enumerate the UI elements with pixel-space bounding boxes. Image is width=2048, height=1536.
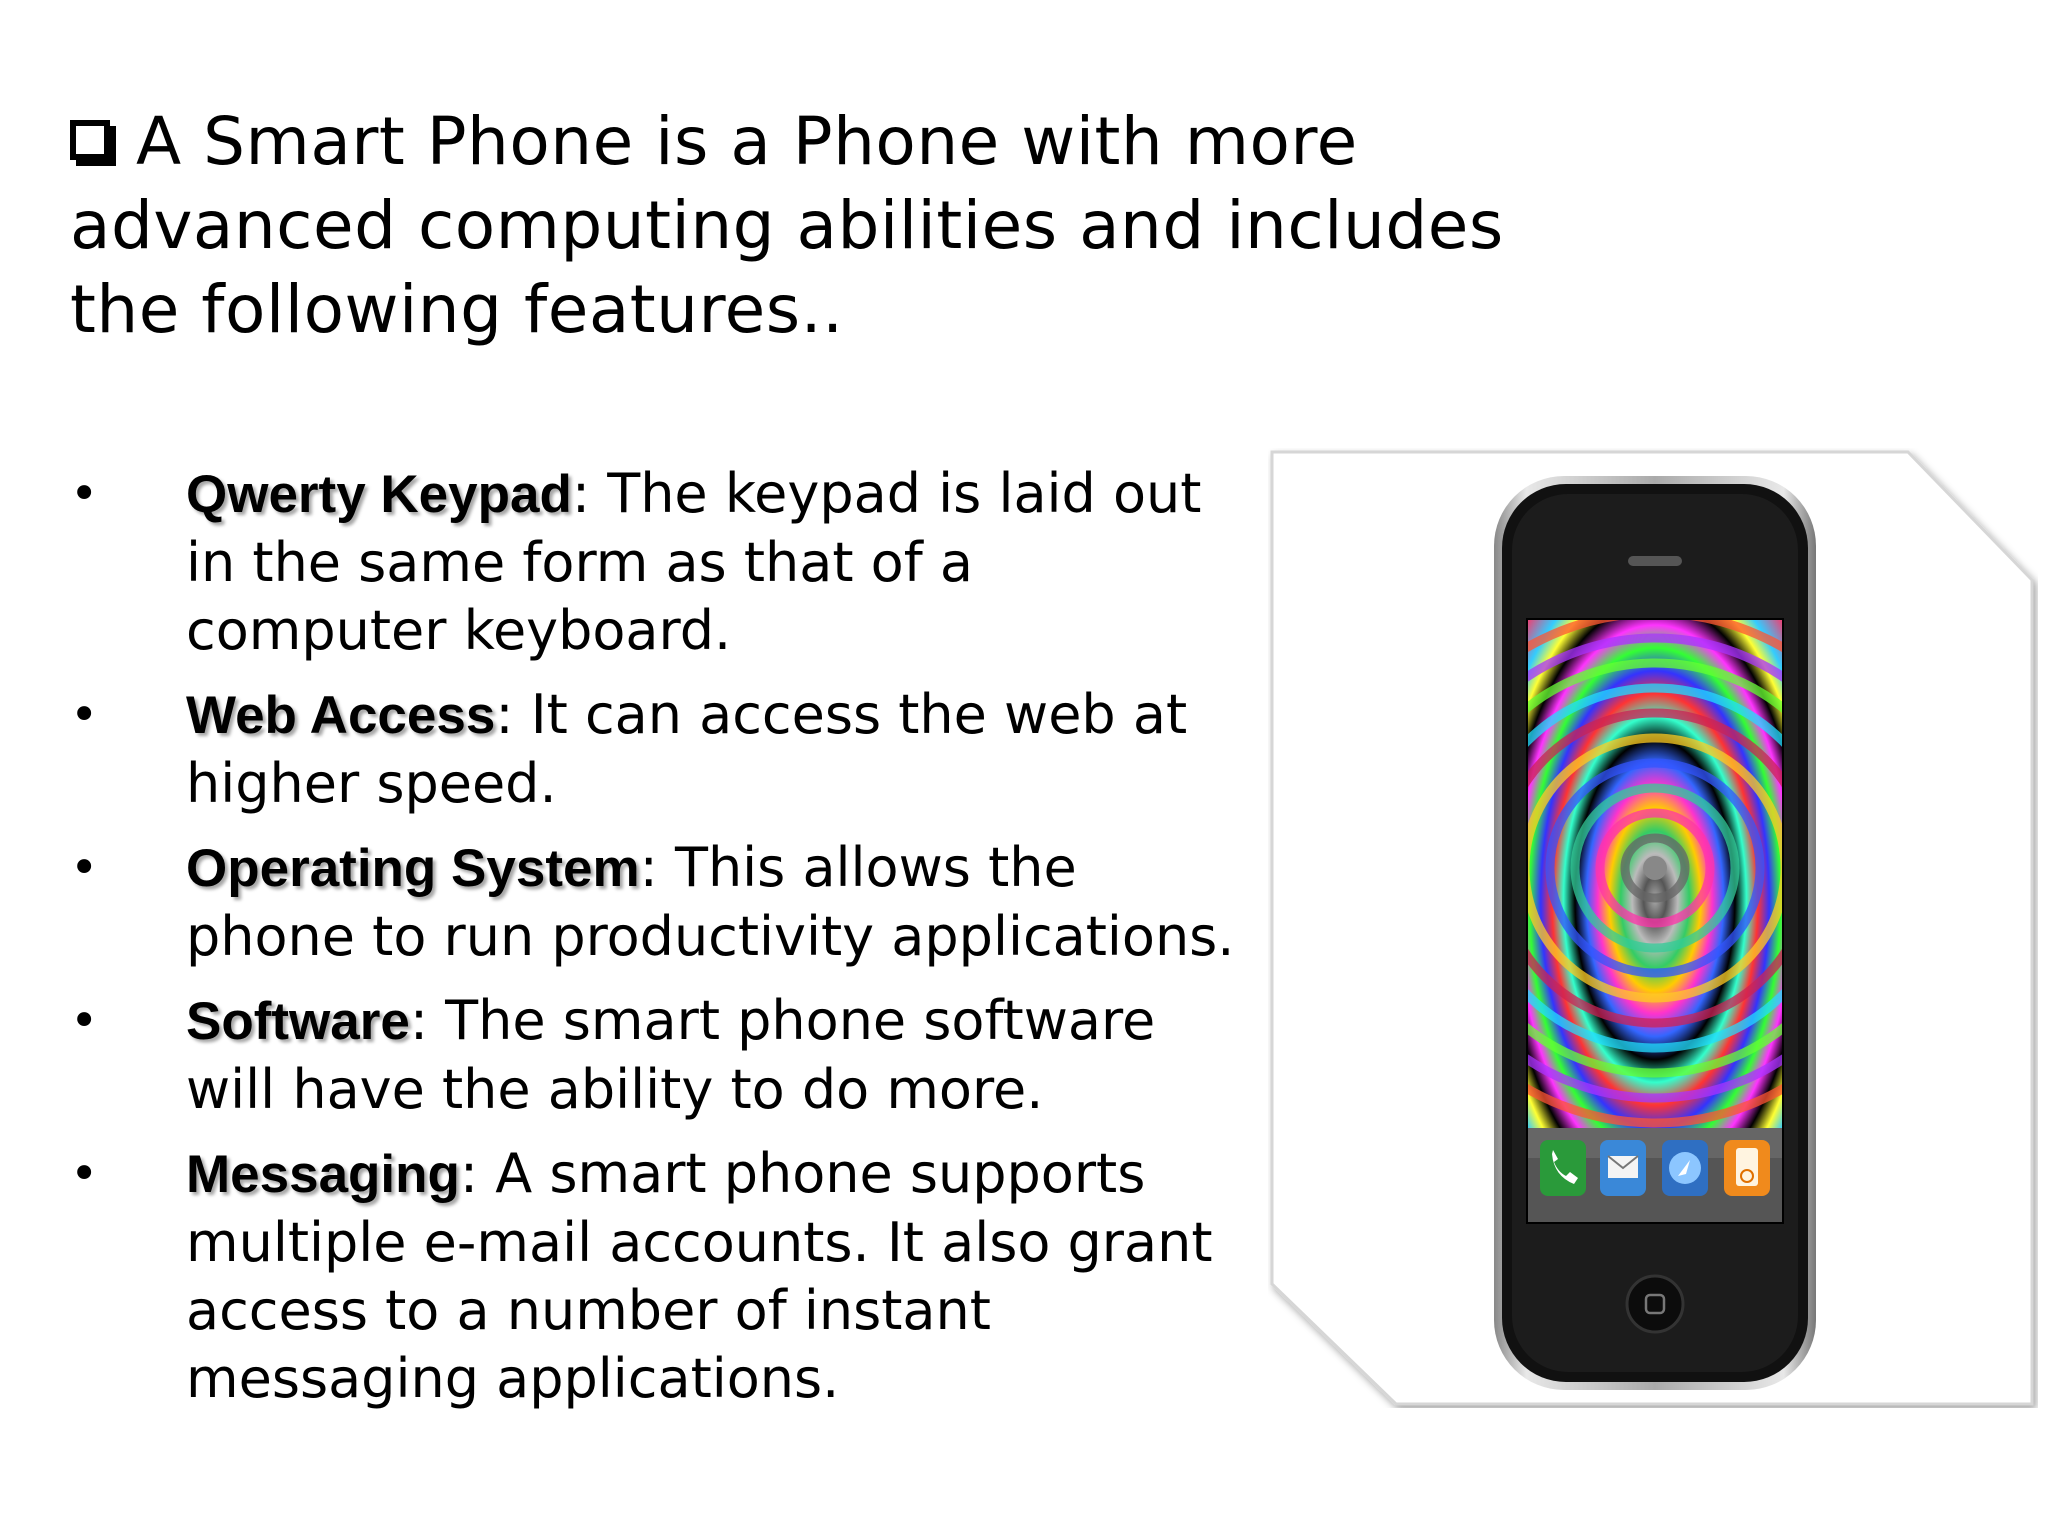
feature-term: Software: [186, 992, 410, 1051]
feature-list: [70, 460, 1250, 1429]
list-item: [70, 460, 1250, 665]
mail-icon: [1600, 1140, 1646, 1196]
feature-term: Messaging: [186, 1145, 460, 1204]
list-item: [70, 681, 1250, 818]
feature-description: : It can access the web at higher speed.: [186, 683, 1188, 815]
checkbox-bullet-icon: [70, 120, 110, 160]
bullet-icon: •: [70, 687, 99, 743]
bullet-icon: •: [70, 1146, 99, 1202]
feature-term: Qwerty Keypad: [186, 465, 572, 524]
bullet-icon: •: [70, 840, 99, 896]
slide-heading: [70, 100, 1630, 352]
feature-term: Operating System: [186, 839, 640, 898]
heading-text: A Smart Phone is a Phone with more advanced computing abilities and includes the following features..: [70, 103, 1504, 348]
feature-term: Web Access: [186, 686, 496, 745]
feature-description: : The smart phone software will have the ability to do more.: [186, 989, 1156, 1121]
list-item: [70, 1140, 1250, 1413]
list-item: [70, 987, 1250, 1124]
bullet-icon: •: [70, 993, 99, 1049]
ipod-icon: [1724, 1140, 1770, 1196]
feature-description: : This allows the phone to run productivity applications.: [186, 836, 1235, 968]
feature-description: : The keypad is laid out in the same form as that of a computer keyboard.: [186, 462, 1202, 662]
feature-description: : A smart phone supports multiple e-mail accounts. It also grant access to a number of instant messaging applications.: [186, 1142, 1213, 1410]
safari-icon: [1662, 1140, 1708, 1196]
list-item: [70, 834, 1250, 971]
smartphone-image: [1268, 448, 2038, 1408]
phone-icon: [1540, 1140, 1586, 1196]
bullet-icon: •: [70, 466, 99, 522]
